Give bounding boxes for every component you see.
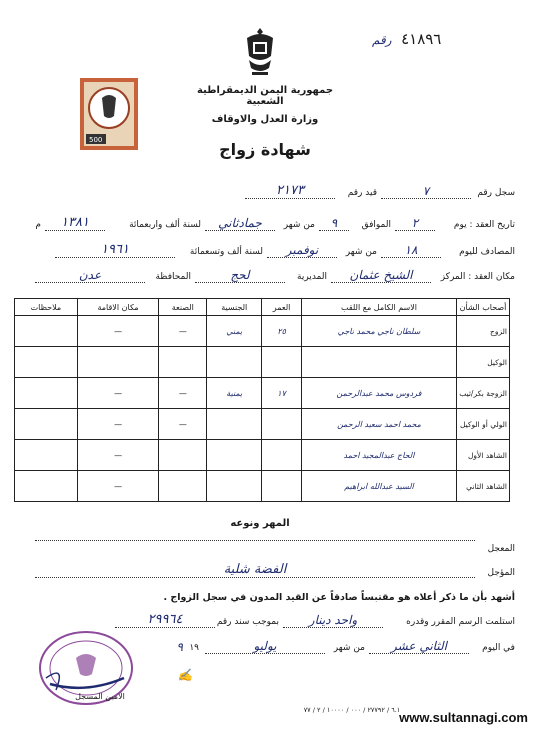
age-cell — [262, 409, 302, 440]
gregorian-date-row — [20, 242, 515, 261]
header-line1: جمهورية اليمن الديمقراطية الشعبية — [196, 85, 334, 107]
entry-label: قيد رقم — [347, 188, 377, 198]
greg-year-label: لسنة ألف وتسعمائة — [189, 247, 263, 257]
craft-cell: — — [159, 409, 207, 440]
hijri-year: ١٣٨١ — [45, 215, 105, 231]
nationality-cell — [207, 347, 262, 378]
advance-row — [20, 544, 515, 560]
column-header: الجنسية — [207, 299, 262, 316]
center-value: الشيخ عثمان — [331, 268, 431, 283]
contract-date-row — [20, 215, 515, 234]
receipt-label: بموجب سند رقم — [216, 617, 279, 627]
column-header: أصحاب الشأن — [457, 299, 510, 316]
district-label: المديرية — [297, 272, 327, 282]
name-cell: محمد احمد سعيد الرحمن — [302, 409, 457, 440]
nationality-cell — [207, 471, 262, 502]
table-row — [15, 378, 510, 409]
deferred-row — [20, 562, 515, 584]
column-header: العمر — [262, 299, 302, 316]
stamp-value: 500 — [89, 136, 103, 144]
hijri-month: جمادثاني — [205, 216, 275, 231]
greg-year: ١٩٦١ — [55, 242, 175, 258]
greg-month-label: من شهر — [345, 247, 377, 257]
table-row — [15, 440, 510, 471]
doc-number-row — [372, 30, 492, 48]
attestation-text: أشهد بأن ما ذكر أعلاه هو مقتبساً صادقاً عن القيد المدون في سجل الزواج . — [163, 592, 515, 603]
fees-value: واحد دينار — [283, 613, 383, 628]
parties-table — [14, 298, 510, 502]
hijri-suffix: م — [35, 220, 41, 230]
craft-cell: — — [159, 378, 207, 409]
residence-cell — [77, 347, 159, 378]
residence-cell: — — [77, 378, 159, 409]
contract-date-label: تاريخ العقد : يوم — [453, 220, 515, 230]
nationality-cell — [207, 409, 262, 440]
residence-cell: — — [77, 316, 159, 347]
matching-label: الموافق — [361, 220, 391, 230]
website-link[interactable]: www.sultannagi.com — [399, 710, 528, 725]
residence-cell: — — [77, 409, 159, 440]
table-row — [15, 347, 510, 378]
issue-month-label: من شهر — [333, 643, 365, 653]
age-cell: ٢٥ — [262, 316, 302, 347]
residence-cell: — — [77, 440, 159, 471]
greg-day: ١٨ — [381, 243, 441, 258]
name-cell: الحاج عبدالمجيد احمد — [302, 440, 457, 471]
craft-cell: — — [159, 316, 207, 347]
craft-cell — [159, 471, 207, 502]
revenue-stamp-icon — [80, 78, 138, 150]
notes-cell — [15, 316, 78, 347]
craft-cell — [159, 347, 207, 378]
eagle-emblem-icon — [243, 26, 277, 78]
column-header: مكان الاقامة — [77, 299, 159, 316]
doc-number: ٤١٨٩٦ — [401, 30, 442, 48]
table-header-row — [15, 299, 510, 316]
role-cell: الشاهد الثاني — [457, 471, 510, 502]
role-cell: الزوج — [457, 316, 510, 347]
register-value: ٧ — [381, 184, 471, 199]
greg-month: نوفمبر — [267, 243, 337, 258]
advance-value — [35, 540, 475, 541]
nationality-cell: يمنية — [207, 378, 262, 409]
page-title: شهادة زواج — [219, 140, 311, 159]
footer-code: ٦.١ / ٢٧٧٩٢ / ٠٠٠ / ١٠٠٠٠ / ٢ / ٧٧ — [303, 706, 401, 714]
column-header: الصنعة — [159, 299, 207, 316]
issue-month: يوليو — [205, 639, 325, 654]
district-value: لحج — [195, 268, 285, 283]
column-header: ملاحظات — [15, 299, 78, 316]
name-cell — [302, 347, 457, 378]
governorate-label: المحافظة — [155, 272, 191, 282]
dowry-heading: المهر ونوعه — [230, 518, 290, 529]
receipt-value: ٢٩٩٦٤ — [115, 612, 215, 628]
issue-year-prefix: ١٩ — [189, 643, 199, 653]
header-line2: وزارة العدل والاوقاف — [211, 114, 319, 125]
issue-day-label: في اليوم — [482, 643, 515, 653]
entry-value: ٢١٧٣ — [245, 183, 335, 199]
age-cell — [262, 471, 302, 502]
register-row — [20, 183, 515, 202]
fees-label: استلمت الرسم المقرر وقدره — [406, 617, 515, 627]
signature-label: الامين المسجل — [75, 692, 125, 701]
age-cell — [262, 347, 302, 378]
governorate-value: عدن — [35, 268, 145, 283]
contract-day: ٢ — [395, 216, 435, 231]
craft-cell — [159, 440, 207, 471]
matching-value: ٩ — [319, 216, 349, 231]
name-cell: سلطان ناجي محمد ناجي — [302, 316, 457, 347]
notes-cell — [15, 378, 78, 409]
place-row — [20, 268, 515, 286]
nationality-cell: يمني — [207, 316, 262, 347]
role-cell: الوكيل — [457, 347, 510, 378]
issue-year: ٩ — [176, 640, 183, 654]
name-cell: فردوس محمد عبدالرحمن — [302, 378, 457, 409]
role-cell: الولي أو الوكيل — [457, 409, 510, 440]
name-cell: السيد عبدالله ابراهيم — [302, 471, 457, 502]
place-label: مكان العقد : المركز — [440, 272, 515, 282]
role-cell: الشاهد الأول — [457, 440, 510, 471]
column-header: الاسم الكامل مع اللقب — [302, 299, 457, 316]
notes-cell — [15, 440, 78, 471]
hijri-year-label: لسنة ألف واربعمائة — [129, 220, 201, 230]
table-row — [15, 316, 510, 347]
signature: ✍ — [177, 668, 193, 682]
nationality-cell — [207, 440, 262, 471]
deferred-value: الفضة شلية — [35, 562, 475, 578]
age-cell: ١٧ — [262, 378, 302, 409]
notes-cell — [15, 471, 78, 502]
hijri-month-label: من شهر — [283, 220, 315, 230]
advance-label: المعجل — [487, 544, 515, 554]
notes-cell — [15, 347, 78, 378]
doc-number-prefix: رقم — [372, 33, 392, 47]
register-label: سجل رقم — [477, 188, 515, 198]
age-cell — [262, 440, 302, 471]
table-row — [15, 471, 510, 502]
greg-day-label: المصادف لليوم — [459, 247, 515, 257]
residence-cell: — — [77, 471, 159, 502]
deferred-label: المؤجل — [487, 568, 515, 578]
table-row — [15, 409, 510, 440]
role-cell: الزوجة بكر/ثيب — [457, 378, 510, 409]
notes-cell — [15, 409, 78, 440]
issue-day: الثاني عشر — [369, 639, 469, 654]
